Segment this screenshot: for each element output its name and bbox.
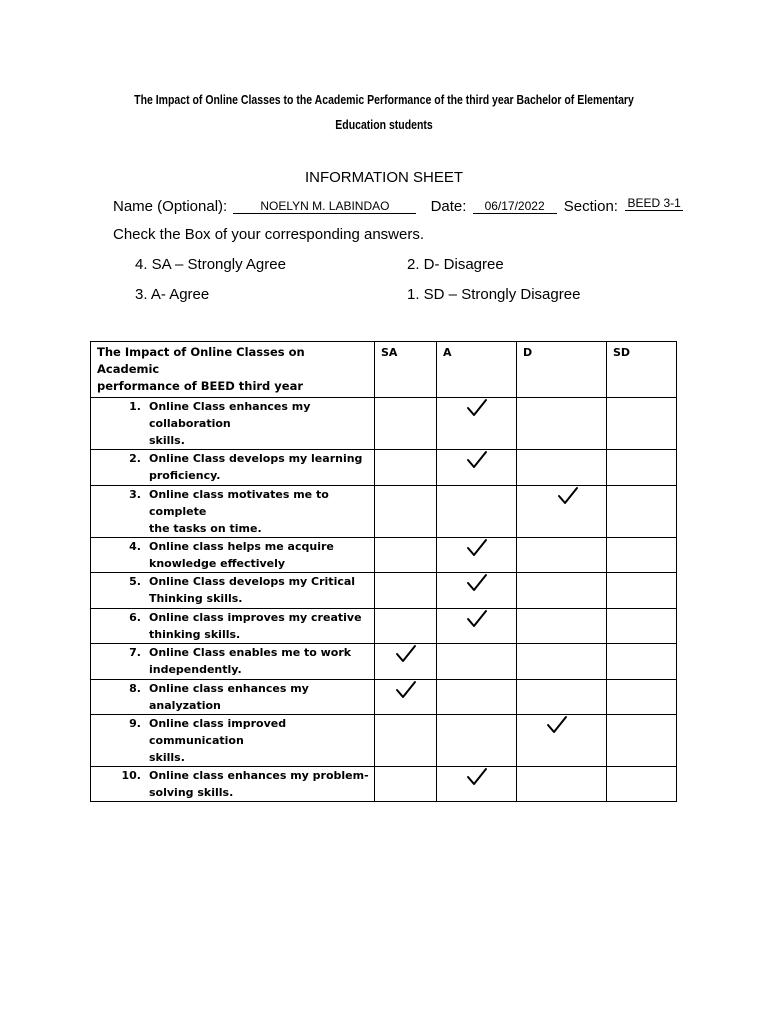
answer-cell-d[interactable] xyxy=(517,680,607,715)
respondent-fields xyxy=(113,196,683,215)
table-row xyxy=(91,538,677,573)
statement-number: 5. xyxy=(129,575,141,588)
answer-cell-d[interactable] xyxy=(517,767,607,802)
statement-number: 9. xyxy=(129,717,141,730)
legend-disagree: 2. D- Disagree xyxy=(407,256,504,273)
statement xyxy=(91,680,374,714)
statement-number: 2. xyxy=(129,452,141,465)
statement-number: 1. xyxy=(129,400,141,413)
statement-text-line-1: Online class motivates me to complete xyxy=(149,488,329,518)
statement-text xyxy=(149,486,374,537)
statement xyxy=(91,767,374,801)
table-row xyxy=(91,450,677,486)
statement-header-line-1: The Impact of Online Classes on Academic xyxy=(97,345,305,376)
statement-cell xyxy=(91,538,375,573)
statement-text-line-1: Online class enhances my analyzation xyxy=(149,682,309,712)
answer-cell-sa[interactable] xyxy=(375,715,437,767)
table-row xyxy=(91,680,677,715)
answer-cell-sd[interactable] xyxy=(607,573,677,609)
checkmark-icon xyxy=(466,398,488,418)
answer-cell-a[interactable] xyxy=(437,538,517,573)
answer-cell-sa[interactable] xyxy=(375,486,437,538)
answer-cell-a[interactable] xyxy=(437,767,517,802)
answer-cell-a[interactable] xyxy=(437,609,517,644)
statement-text-line-1: Online Class enables me to work xyxy=(149,646,352,659)
statement-text-line-1: Online class enhances my problem- xyxy=(149,769,369,782)
answer-cell-d[interactable] xyxy=(517,573,607,609)
table-header-row xyxy=(91,342,677,398)
section-field[interactable]: BEED 3-1 xyxy=(625,196,683,211)
column-header-d: D xyxy=(517,342,607,398)
statement-cell xyxy=(91,715,375,767)
answer-cell-sd[interactable] xyxy=(607,644,677,680)
answer-cell-sd[interactable] xyxy=(607,538,677,573)
answer-cell-d[interactable] xyxy=(517,538,607,573)
answer-cell-a[interactable] xyxy=(437,644,517,680)
name-field[interactable]: NOELYN M. LABINDAO xyxy=(233,199,416,214)
answer-cell-d[interactable] xyxy=(517,486,607,538)
checkmark-icon xyxy=(546,715,568,735)
answer-cell-sd[interactable] xyxy=(607,715,677,767)
checkmark-icon xyxy=(557,486,579,506)
checkmark-icon xyxy=(466,450,488,470)
legend-strongly-disagree: 1. SD – Strongly Disagree xyxy=(407,286,581,303)
checkmark-icon xyxy=(466,609,488,629)
table-row xyxy=(91,767,677,802)
answer-cell-a[interactable] xyxy=(437,715,517,767)
statement-text-line-1: Online class helps me acquire xyxy=(149,540,334,553)
checkmark-icon xyxy=(395,644,417,664)
answer-cell-a[interactable] xyxy=(437,680,517,715)
date-field[interactable]: 06/17/2022 xyxy=(473,199,557,214)
statement-text-line-2: independently. xyxy=(149,663,242,676)
section-label: Section: xyxy=(563,198,618,215)
statement-number: 7. xyxy=(129,646,141,659)
answer-cell-d[interactable] xyxy=(517,609,607,644)
table-row xyxy=(91,573,677,609)
statement-text xyxy=(149,767,374,801)
statement-text xyxy=(149,450,374,484)
statement-text-line-2: proficiency. xyxy=(149,469,221,482)
statement-number: 6. xyxy=(129,611,141,624)
statement-text xyxy=(149,715,374,766)
statement-header-line-2: performance of BEED third year xyxy=(97,379,304,393)
name-label: Name (Optional): xyxy=(113,198,228,215)
answer-cell-sa[interactable] xyxy=(375,398,437,450)
document-title-line-1: The Impact of Online Classes to the Academic Performance of the third year Bachelor of Elementary xyxy=(134,93,634,107)
statement-text-line-2: Thinking skills. xyxy=(149,592,243,605)
statement-number: 3. xyxy=(129,488,141,501)
statement-text-line-1: Online Class develops my learning xyxy=(149,452,363,465)
column-header-a: A xyxy=(437,342,517,398)
statement-text-line-1: Online class improves my creative xyxy=(149,611,362,624)
statement xyxy=(91,715,374,766)
statement-cell xyxy=(91,644,375,680)
answer-cell-sa[interactable] xyxy=(375,538,437,573)
statement-text-line-2: solving skills. xyxy=(149,786,234,799)
statement-cell xyxy=(91,767,375,802)
statement-text-line-1: Online class improved communication xyxy=(149,717,287,747)
statement xyxy=(91,644,374,678)
answer-cell-a[interactable] xyxy=(437,398,517,450)
checkmark-icon xyxy=(466,767,488,787)
column-header-sd: SD xyxy=(607,342,677,398)
answer-cell-sa[interactable] xyxy=(375,644,437,680)
statement-text xyxy=(149,609,374,643)
statement-cell xyxy=(91,486,375,538)
statement-cell xyxy=(91,680,375,715)
answer-cell-sd[interactable] xyxy=(607,450,677,486)
statement-text xyxy=(149,680,374,714)
statement-text xyxy=(149,573,374,607)
answer-cell-sa[interactable] xyxy=(375,450,437,486)
survey-table-body xyxy=(91,398,677,802)
answer-cell-a[interactable] xyxy=(437,573,517,609)
legend-agree: 3. A- Agree xyxy=(135,286,210,303)
statement-text-line-1: Online Class develops my Critical xyxy=(149,575,356,588)
statement-text-line-2: thinking skills. xyxy=(149,628,241,641)
statement xyxy=(91,538,374,572)
statement-cell xyxy=(91,609,375,644)
checkmark-icon xyxy=(466,538,488,558)
statement-text xyxy=(149,398,374,449)
statement-cell xyxy=(91,573,375,609)
table-row xyxy=(91,609,677,644)
answer-cell-sd[interactable] xyxy=(607,398,677,450)
table-row xyxy=(91,486,677,538)
answer-cell-sa[interactable] xyxy=(375,609,437,644)
statement-text-line-1: Online Class enhances my collaboration xyxy=(149,400,311,430)
legend-strongly-agree: 4. SA – Strongly Agree xyxy=(135,256,286,273)
table-row xyxy=(91,715,677,767)
statement-column-header xyxy=(91,342,375,398)
statement-text xyxy=(149,538,374,572)
statement xyxy=(91,609,374,643)
information-sheet-heading: INFORMATION SHEET xyxy=(304,169,464,186)
answer-cell-sd[interactable] xyxy=(607,609,677,644)
instruction-text: Check the Box of your corresponding answers. xyxy=(113,226,424,243)
statement-text-line-2: skills. xyxy=(149,751,185,764)
statement-text-line-2: skills. xyxy=(149,434,185,447)
document-title-line-2: Education students xyxy=(335,118,433,132)
answer-cell-d[interactable] xyxy=(517,715,607,767)
statement xyxy=(91,450,374,484)
answer-cell-sa[interactable] xyxy=(375,680,437,715)
answer-cell-d[interactable] xyxy=(517,644,607,680)
statement xyxy=(91,398,374,449)
statement-text xyxy=(149,644,374,678)
statement xyxy=(91,486,374,537)
statement-number: 4. xyxy=(129,540,141,553)
answer-cell-d[interactable] xyxy=(517,398,607,450)
statement-number: 8. xyxy=(129,682,141,695)
answer-cell-sa[interactable] xyxy=(375,573,437,609)
answer-cell-a[interactable] xyxy=(437,450,517,486)
checkmark-icon xyxy=(466,573,488,593)
date-label: Date: xyxy=(430,198,467,215)
checkmark-icon xyxy=(395,680,417,700)
answer-cell-a[interactable] xyxy=(437,486,517,538)
table-row xyxy=(91,644,677,680)
column-header-sa: SA xyxy=(375,342,437,398)
table-row xyxy=(91,398,677,450)
statement xyxy=(91,573,374,607)
statement-cell xyxy=(91,398,375,450)
statement-text-line-2: the tasks on time. xyxy=(149,522,262,535)
survey-table xyxy=(90,341,677,802)
answer-cell-sd[interactable] xyxy=(607,680,677,715)
statement-text-line-2: knowledge effectively xyxy=(149,557,286,570)
answer-cell-sa[interactable] xyxy=(375,767,437,802)
answer-cell-d[interactable] xyxy=(517,450,607,486)
answer-cell-sd[interactable] xyxy=(607,767,677,802)
statement-cell xyxy=(91,450,375,486)
answer-cell-sd[interactable] xyxy=(607,486,677,538)
statement-number: 10. xyxy=(121,769,141,782)
